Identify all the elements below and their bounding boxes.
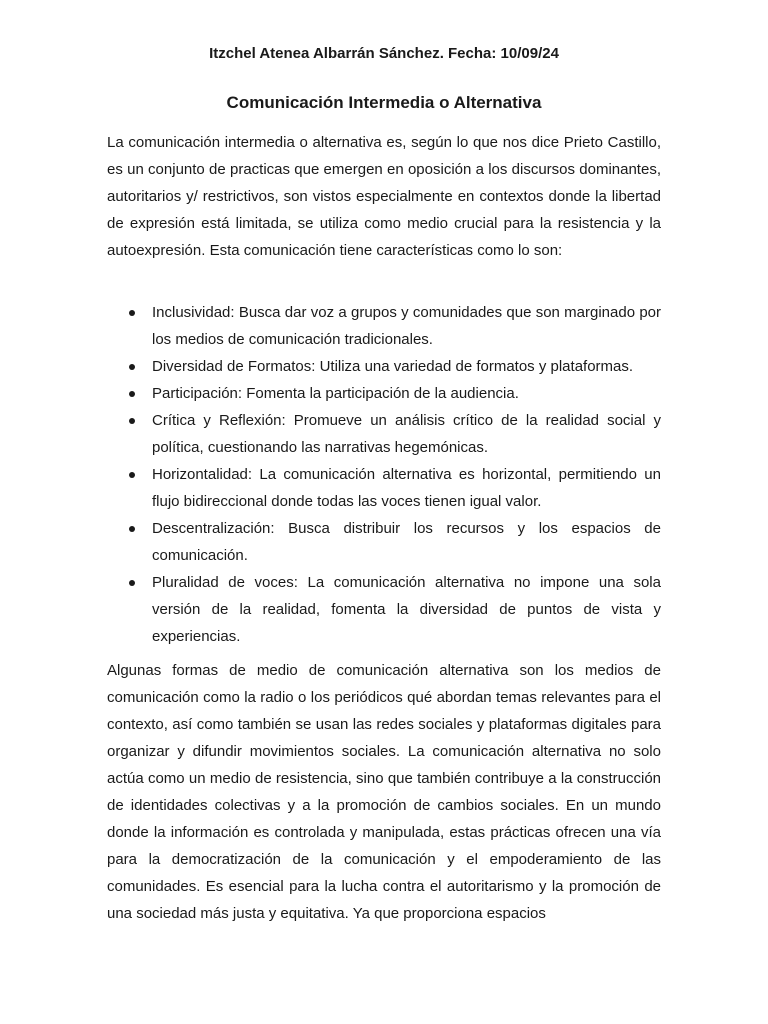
list-item: [107, 515, 661, 569]
list-item: [107, 407, 661, 461]
list-item-text: Crítica y Reflexión: Promueve un análisis crítico de la realidad social y política, cuestionando las narrativas hegemónicas.: [152, 412, 661, 456]
bullet-icon: [129, 310, 135, 316]
intro-paragraph: La comunicación intermedia o alternativa es, según lo que nos dice Prieto Castillo, es un conjunto de practicas que emergen en oposición a los discursos dominantes, autoritarios y/ restrictivos, son vistos especialmente en contextos donde la libertad de expresión está limitada, se utiliza como medio crucial para la resistencia y la autoexpresión. Esta comunicación tiene características como lo son:: [107, 134, 661, 259]
list-item: [107, 461, 661, 515]
bullet-icon: [129, 472, 135, 478]
list-item-text: Diversidad de Formatos: Utiliza una variedad de formatos y plataformas.: [152, 358, 634, 375]
document-title: Comunicación Intermedia o Alternativa: [226, 93, 542, 112]
list-item: [107, 569, 661, 650]
list-item-text: Descentralización: Busca distribuir los recursos y los espacios de comunicación.: [152, 520, 661, 564]
characteristics-list: [107, 299, 661, 650]
bullet-icon: [129, 526, 135, 532]
author-date-header: Itzchel Atenea Albarrán Sánchez. Fecha: 10/09/24: [209, 45, 559, 62]
closing-paragraph: Algunas formas de medio de comunicación alternativa son los medios de comunicación como la radio o los periódicos qué abordan temas relevantes para el contexto, así como también se usan las redes sociales y plataformas digitales para organizar y difundir movimientos sociales. La comunicación alternativa no solo actúa como un medio de resistencia, sino que también contribuye a la construcción de identidades colectivas y a la promoción de cambios sociales. En un mundo donde la información es controlada y manipulada, estas prácticas ofrecen una vía para la democratización de la comunicación y el empoderamiento de las comunidades. Es esencial para la lucha contra el autoritarismo y la promoción de una sociedad más justa y equitativa. Ya que proporciona espacios: [107, 662, 661, 922]
list-item-text: Inclusividad: Busca dar voz a grupos y comunidades que son marginado por los medios de comunicación tradicionales.: [152, 304, 661, 348]
bullet-icon: [129, 391, 135, 397]
bullet-icon: [129, 364, 135, 370]
list-item: [107, 380, 661, 407]
list-item-text: Pluralidad de voces: La comunicación alternativa no impone una sola versión de la realidad, fomenta la diversidad de puntos de vista y experiencias.: [152, 574, 661, 645]
bullet-icon: [129, 418, 135, 424]
list-item-text: Participación: Fomenta la participación de la audiencia.: [152, 385, 519, 402]
list-item: [107, 299, 661, 353]
list-item-text: Horizontalidad: La comunicación alternativa es horizontal, permitiendo un flujo bidireccional donde todas las voces tienen igual valor.: [152, 466, 661, 510]
bullet-icon: [129, 580, 135, 586]
list-item: [107, 353, 661, 380]
